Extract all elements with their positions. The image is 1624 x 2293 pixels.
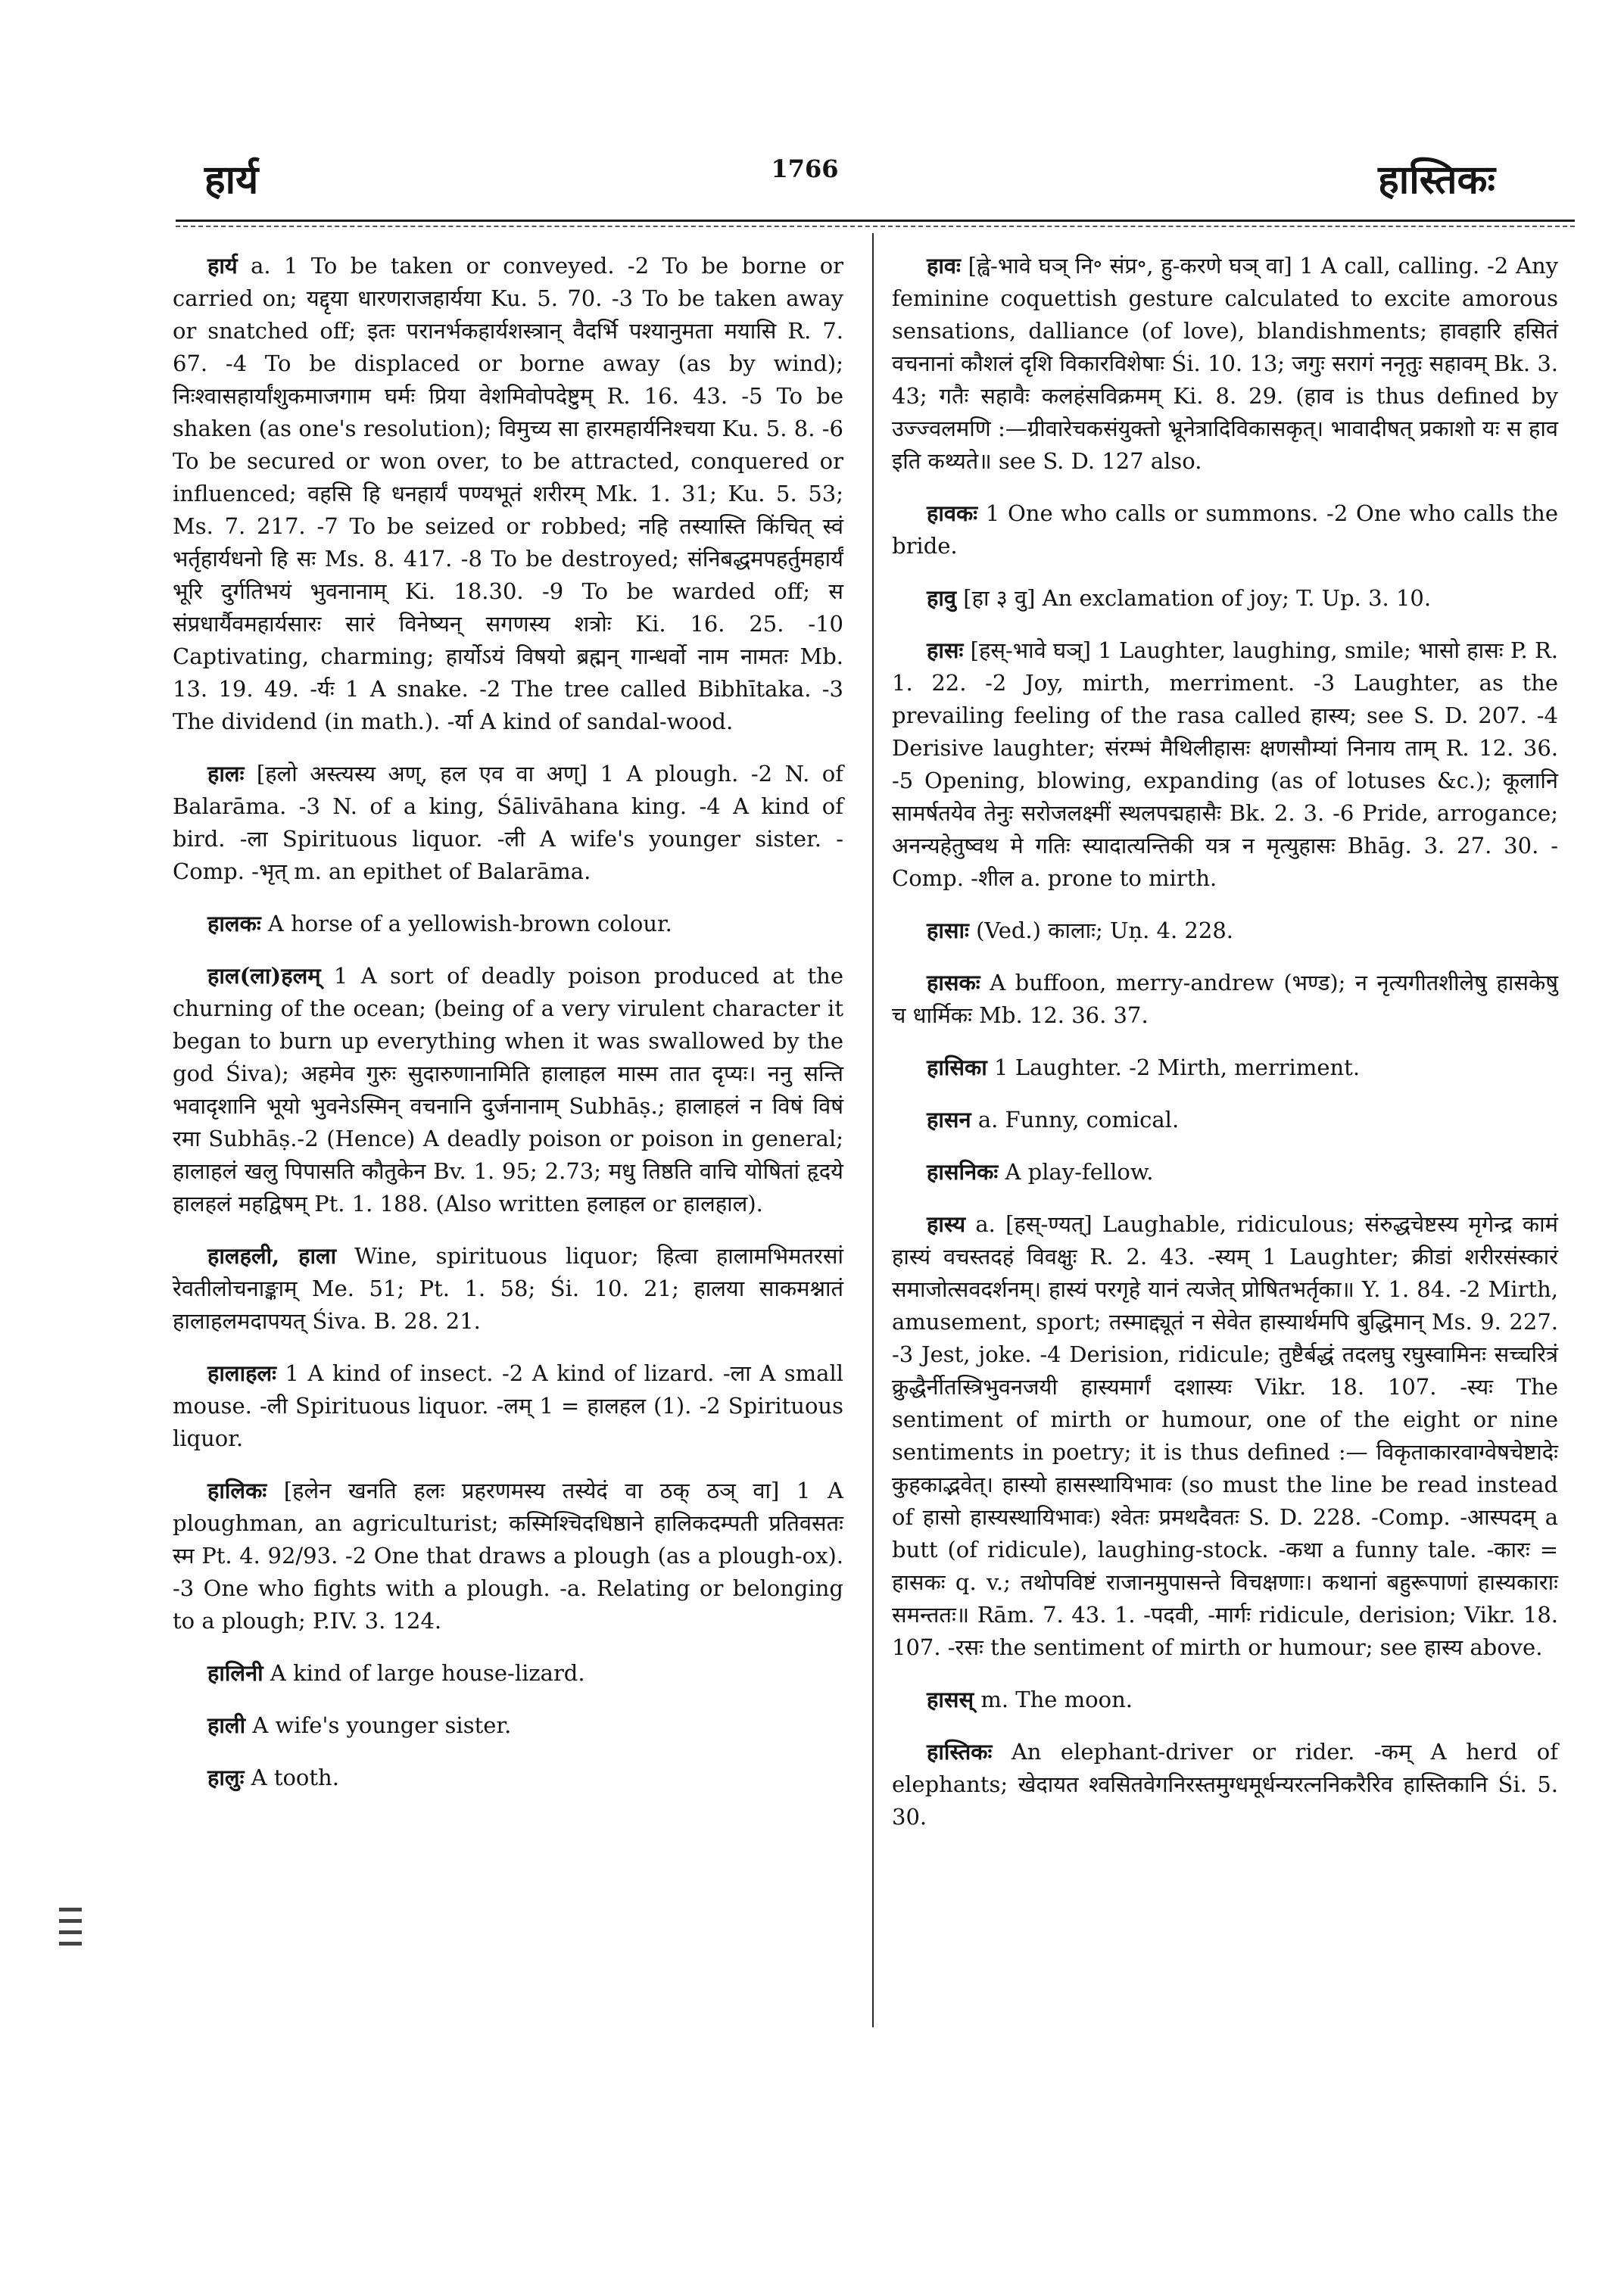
dictionary-entry	[892, 250, 1558, 478]
dictionary-entry	[892, 582, 1558, 615]
entry-headword: हालुः	[207, 1765, 245, 1790]
entry-headword: हालहली, हाला	[207, 1243, 337, 1269]
column-divider	[872, 233, 874, 2027]
margin-mark-bar	[59, 1919, 82, 1923]
entry-headword: हास्तिकः	[927, 1739, 993, 1765]
margin-mark-bar	[59, 1908, 82, 1911]
dictionary-entry	[173, 1762, 843, 1794]
entry-text: a. 1 To be taken or conveyed. -2 To be borne or carried on; यद्दृया धारणराजहार्यया Ku. 5. 70. -3 To be taken away or snatched off; इतः परानर्भकहार्यशस्त्रान् वैदर्भि पश्यानुमता मयासि R. 7. 67. -4 To be displaced or borne away (as by wind); निःश्वासहार्यांशुकमाजगाम घर्मः प्रिया वेशमिवोपदेष्टुम् R. 16. 43. -5 To be shaken (as one's resolution); विमुच्य सा हारमहार्यनिश्चया Ku. 5. 8. -6 To be secured or won over, to be attracted, conquered or influenced; वहसि हि धनहार्यं पण्यभूतं शरीरम् Mk. 1. 31; Ku. 5. 53; Ms. 7. 217. -7 To be seized or robbed; नहि तस्यास्ति किंचित् स्वं भर्तृहार्यधनो हि सः Ms. 8. 417. -8 To be destroyed; संनिबद्धमपहर्तुमहार्यं भूरि दुर्गतिभयं भुवनानाम् Ki. 18.30. -9 To be warded off; स संप्रधार्यैवमहार्यसारः सारं विनेष्यन् सगणस्य शत्रोः Ki. 16. 25. -10 Captivating, charming; हार्योऽयं विषयो ब्रह्मन् गान्धर्वो नाम नामतः Mb. 13. 19. 49. -र्यः 1 A snake. -2 The tree called Bibhītaka. -3 The dividend (in math.). -र्या A kind of sandal-wood.	[173, 253, 844, 734]
entry-headword: हासिका	[927, 1055, 987, 1080]
margin-mark-bar	[59, 1942, 82, 1946]
entry-headword: हासः	[927, 637, 964, 663]
entry-text: An elephant-driver or rider. -कम् A herd of elephants; खेदायत श्वसितवेगनिरस्तमुग्धमूर्धन्यरत्ननिकरैरिव हास्तिकानि Śi. 5. 30.	[892, 1739, 1558, 1830]
entry-headword: हावकः	[927, 500, 978, 526]
entry-text: A wife's younger sister.	[252, 1712, 512, 1738]
entry-headword: हावः	[927, 253, 961, 279]
entry-headword: हावु	[927, 585, 957, 611]
margin-mark-bar	[59, 1930, 82, 1934]
dictionary-entry	[892, 914, 1558, 947]
entry-headword: हासस्	[927, 1687, 974, 1712]
entry-text: Wine, spirituous liquor; हित्वा हालामभिमतरसां रेवतीलोचनाङ्काम् Me. 51; Pt. 1. 58; Śi. 10. 21; हालया साकमश्नातं हालाहलमदापयत् Śiva. B. 28. 21.	[173, 1243, 844, 1334]
entry-text: a. Funny, comical.	[977, 1107, 1180, 1132]
entry-headword: हासन	[927, 1107, 971, 1132]
page-header	[0, 151, 1624, 212]
margin-binding-mark	[59, 1900, 89, 1983]
entry-text: [हा ३ वु] An exclamation of joy; T. Up. 3. 10.	[963, 585, 1432, 611]
entry-text: 1 A kind of insect. -2 A kind of lizard. -ला A small mouse. -ली Spirituous liquor. -लम् 1 = हालहल (1). -2 Spirituous liquor.	[173, 1360, 844, 1451]
right-running-headword: हास्तिकः	[1378, 157, 1495, 203]
entry-headword: हालाहलः	[207, 1360, 277, 1386]
left-running-headword: हार्य	[204, 157, 259, 203]
entry-text: [हलो अस्त्यस्य अण्, हल एव वा अण्] 1 A plough. -2 N. of Balarāma. -3 N. of a king, Śālivāhana king. -4 A kind of bird. -ला Spirituous liquor. -ली A wife's younger sister. -Comp. -भृत् m. an epithet of Balarāma.	[173, 761, 843, 884]
entry-headword: हाली	[207, 1712, 246, 1738]
dictionary-entry	[173, 1240, 843, 1338]
entry-text: A horse of a yellowish-brown colour.	[267, 911, 672, 936]
entry-headword: हालिकः	[207, 1478, 267, 1503]
dictionary-entry	[892, 1208, 1558, 1664]
dictionary-entry	[892, 967, 1558, 1032]
entry-headword: हासनिकः	[927, 1159, 999, 1185]
dictionary-entry	[173, 960, 843, 1220]
entry-text: [हलेन खनति हलः प्रहरणमस्य तस्येदं वा ठक् ठञ् वा] 1 A ploughman, an agriculturist; कस्मिश्चिदधिष्ठाने हालिकदम्पती प्रतिवसतः स्म Pt. 4. 92/93. -2 One that draws a plough (as a plough-ox). -3 One who fights with a plough. -a. Relating or belonging to a plough; P.IV. 3. 124.	[173, 1478, 843, 1634]
dictionary-entry	[173, 1709, 843, 1742]
entry-headword: हासाः	[927, 918, 969, 943]
dictionary-entry	[173, 250, 843, 738]
entry-text: 1 Laughter. -2 Mirth, merriment.	[994, 1055, 1361, 1080]
dictionary-entry	[892, 1736, 1558, 1833]
dictionary-entry	[892, 634, 1558, 895]
dictionary-entry	[173, 1357, 843, 1455]
right-column	[892, 250, 1558, 1853]
dictionary-entry	[173, 1657, 843, 1690]
entry-text: 1 A sort of deadly poison produced at the churning of the ocean; (being of a very virulent character it began to burn up everything when it was swallowed by the god Śiva); अहमेव गुरुः सुदारुणानामिति हालाहल मास्म तात दृप्यः। ननु सन्ति भवादृशानि भूयो भुवनेऽस्मिन् वचनानि दुर्जनानाम् Subhāṣ.; हालाहलं न विषं विषं रमा Subhāṣ.-2 (Hence) A deadly poison or poison in general; हालाहलं खलु पिपासति कौतुकेन Bv. 1. 95; 2.73; मधु तिष्ठति वाचि योषितां हृदये हालहलं महद्विषम् Pt. 1. 188. (Also written हलाहल or हालहाल).	[173, 963, 844, 1217]
entry-headword: हालकः	[207, 911, 261, 936]
entry-text: [ह्वे-भावे घञ् नि॰ संप्र॰, हु-करणे घञ् वा] 1 A call, calling. -2 Any feminine coquettish gesture calculated to excite amorous sensations, dalliance (of love), blandishments; हावहारि हसितं वचनानां कौशलं दृशि विकारविशेषाः Śi. 10. 13; जगुः सरागं ननृतुः सहावम् Bk. 3. 43; गतैः सहावैः कलहंसविक्रमम् Ki. 8. 29. (हाव is thus defined by उज्ज्वलमणि :—ग्रीवारेचकसंयुक्तो भ्रूनेत्रादिविकासकृत्। भावादीषत् प्रकाशो यः स हाव इति कथ्यते॥ see S. D. 127 also.	[892, 253, 1559, 474]
entry-text: a. [हस्-ण्यत्] Laughable, ridiculous; संरुद्धचेष्टस्य मृगेन्द्र कामं हास्यं वचस्तदहं विवक्षुः R. 2. 43. -स्यम् 1 Laughter; क्रीडां शरीरसंस्कारं समाजोत्सवदर्शनम्। हास्यं परगृहे यानं त्यजेत् प्रोषितभर्तृका॥ Y. 1. 84. -2 Mirth, amusement, sport; तस्माद्द्यूतं न सेवेत हास्यार्थमपि बुद्धिमान् Ms. 9. 227. -3 Jest, joke. -4 Derision, ridicule; तुष्टैर्बद्धं तदलघु रघुस्वामिनः सच्चरित्रं क्रुद्धैर्नीतस्त्रिभुवनजयी हास्यमार्गं दशास्यः Vikr. 18. 107. -स्यः The sentiment of mirth or humour, one of the eight or nine sentiments in poetry; it is thus defined :— विकृताकारवाग्वेषचेष्टादेः कुहकाद्भवेत्। हास्यो हासस्थायिभावः (so must the line be read instead of हासो हास्यस्थायिभावः) श्वेतः प्रमथदैवतः S. D. 228. -Comp. -आस्पदम् a butt (of ridicule), laughing-stock. -कथा a funny tale. -कारः = हासकः q. v.; तथोपविष्टं राजानमुपासन्ते विचक्षणाः। कथानां बहुरूपाणां हास्यकाराः समन्ततः॥ Rām. 7. 43. 1. -पदवी, -मार्गः ridicule, derision; Vikr. 18. 107. -रसः the sentiment of mirth or humour; see हास्य above.	[892, 1211, 1559, 1660]
entry-headword: हार्य	[207, 253, 238, 279]
entry-headword: हासकः	[927, 970, 980, 995]
dictionary-entry	[173, 908, 843, 940]
header-rule	[176, 220, 1575, 222]
entry-text: 1 One who calls or summons. -2 One who calls the bride.	[892, 500, 1559, 559]
entry-text: A play-fellow.	[1005, 1159, 1154, 1185]
entry-headword: हालः	[207, 761, 245, 787]
left-column	[173, 250, 843, 1814]
entry-text: (Ved.) कालाः; Uṇ. 4. 228.	[976, 918, 1233, 943]
dictionary-entry	[892, 1156, 1558, 1189]
dictionary-entry	[892, 1051, 1558, 1084]
dictionary-entry	[892, 1104, 1558, 1136]
entry-text: A buffoon, merry-andrew (भण्ड); न नृत्यगीतशीलेषु हासकेषु च धार्मिकः Mb. 12. 36. 37.	[892, 970, 1558, 1028]
entry-headword: हास्य	[927, 1211, 966, 1237]
entry-text: A tooth.	[251, 1765, 339, 1790]
dictionary-entry	[173, 1475, 843, 1637]
entry-text: [हस्-भावे घञ्] 1 Laughter, laughing, smile; भासो हासः P. R. 1. 22. -2 Joy, mirth, merriment. -3 Laughter, as the prevailing feeling of the rasa called हास्य; see S. D. 207. -4 Derisive laughter; संरम्भं मैथिलीहासः क्षणसौम्यां निनाय ताम् R. 12. 36. -5 Opening, blowing, expanding (as of lotuses &c.); कूलानि सामर्षतयेव तेनुः सरोजलक्ष्मीं स्थलपद्महासैः Bk. 2. 3. -6 Pride, arrogance; अनन्यहेतुष्वथ मे गतिः स्यादात्यन्तिकी यत्र न मृत्युहासः Bhāg. 3. 27. 30. -Comp. -शील a. prone to mirth.	[892, 637, 1559, 891]
dictionary-entry	[892, 497, 1558, 562]
entry-text: m. The moon.	[980, 1687, 1133, 1712]
header-rule-dotted	[176, 226, 1575, 227]
entry-headword: हालिनी	[207, 1660, 263, 1686]
dictionary-entry	[892, 1684, 1558, 1716]
entry-headword: हाल(ला)हलम्	[207, 963, 321, 989]
dictionary-entry	[173, 758, 843, 888]
page-number: 1766	[771, 154, 839, 183]
entry-text: A kind of large house-lizard.	[270, 1660, 585, 1686]
